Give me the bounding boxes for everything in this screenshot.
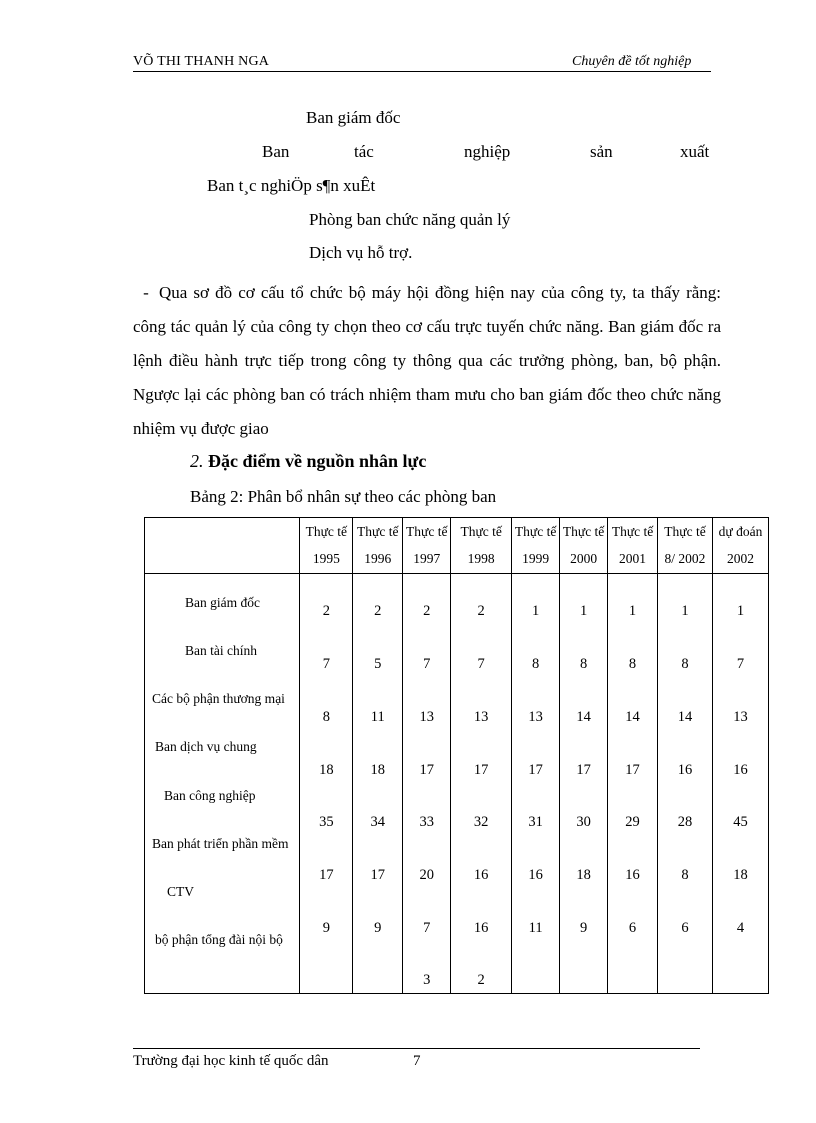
col-header-year: 1997 [413, 551, 441, 566]
col-header-year: 8/ 2002 [664, 551, 706, 566]
table-value: 9 [374, 920, 382, 936]
table-value: 1 [579, 603, 588, 619]
table-value: 1 [628, 603, 637, 619]
table-value: 31 [528, 814, 543, 830]
value-column [608, 574, 658, 994]
col-header [353, 518, 403, 574]
col-header-label: dự đoán [718, 524, 763, 539]
table-corner-cell [145, 518, 300, 574]
col-header-label: Thực tế [611, 524, 654, 539]
table-value: 8 [322, 709, 330, 725]
table-value: 8 [681, 867, 689, 883]
table-value: 8 [579, 656, 588, 672]
table-value: 28 [677, 814, 693, 830]
table-value: 2 [477, 603, 485, 619]
table-value: 30 [576, 814, 591, 830]
table-value: 7 [322, 656, 330, 672]
header-title: Chuyên đề tốt nghiệp [572, 54, 692, 69]
table-value: 14 [677, 709, 693, 725]
org-line-board: Ban giám đốc [306, 108, 401, 127]
col-header [658, 518, 713, 574]
col-header-year: 1996 [364, 551, 392, 566]
table-value: 7 [423, 920, 431, 936]
table-value: 1 [736, 603, 745, 619]
table-value: 17 [625, 762, 640, 778]
table-value: 13 [528, 709, 543, 725]
table-value: 34 [370, 814, 386, 830]
table-value: 16 [677, 762, 693, 778]
table-value: 45 [733, 814, 748, 830]
col-header [560, 518, 608, 574]
col-header-label: Thực tế [514, 524, 557, 539]
value-column [353, 574, 403, 994]
org-line-garbled: Ban t¸c nghiÖp s¶n xuÊt [207, 176, 376, 195]
col-header [403, 518, 451, 574]
table-value: 2 [322, 603, 330, 619]
table-value: 16 [625, 867, 640, 883]
row-label: Ban giám đốc [185, 595, 260, 610]
table-value: 7 [736, 656, 745, 672]
header-author: VÕ THI THANH NGA [133, 54, 270, 69]
table-value: 20 [419, 867, 434, 883]
value-column [451, 574, 512, 994]
table-value: 6 [681, 920, 689, 936]
section-number: 2. [190, 451, 204, 471]
table-value: 18 [733, 867, 748, 883]
table-value: 17 [528, 762, 543, 778]
col-header-label: Thực tế [664, 524, 706, 539]
table-value: 11 [370, 709, 385, 725]
table-value: 17 [576, 762, 591, 778]
table-value: 16 [733, 762, 748, 778]
table-value: 33 [419, 814, 434, 830]
table-value: 9 [322, 920, 330, 936]
org-line-support: Dịch vụ hỗ trợ. [309, 243, 413, 262]
table-value: 2 [374, 603, 382, 619]
table-value: 17 [473, 762, 489, 778]
col-header-label: Thực tế [460, 524, 502, 539]
table-value: 2 [477, 972, 485, 988]
col-header [608, 518, 658, 574]
table-value: 7 [477, 656, 485, 672]
table-value: 4 [736, 920, 745, 936]
paragraph-text: Qua sơ đồ cơ cấu tổ chức bộ máy hội đồng hiện nay của công ty, ta thấy rằng: công tác quản lý của công ty chọn theo cơ cấu trực tuyến chức năng. Ban giám đốc ra lệnh điều hành trực tiếp trong công ty thông qua các trưởng phòng, ban, bộ phận. Ngược lại các phòng ban có trách nhiệm tham mưu cho ban giám đốc theo chức năng nhiệm vụ được giao [133, 283, 721, 438]
table-value: 8 [681, 656, 689, 672]
section-heading [190, 451, 426, 472]
section-title: Đặc điểm về nguồn nhân lực [208, 451, 427, 471]
col-header-year: 1995 [312, 551, 340, 566]
table-value: 2 [423, 603, 431, 619]
col-header-year: 1999 [522, 551, 550, 566]
paragraph-dash: - [143, 283, 149, 302]
table-value: 17 [319, 867, 334, 883]
value-column [300, 574, 353, 994]
col-header-label: Thực tế [562, 524, 605, 539]
table-value: 13 [419, 709, 434, 725]
org-word-4: sản [590, 142, 613, 161]
table-value: 17 [370, 867, 386, 883]
table-value: 18 [370, 762, 386, 778]
col-header-year: 2001 [619, 551, 647, 566]
table-value: 14 [576, 709, 591, 725]
table-value: 7 [423, 656, 431, 672]
col-header-year: 1998 [467, 551, 495, 566]
footer-school: Trường đại học kinh tế quốc dân [133, 1053, 329, 1069]
header-rule [133, 71, 711, 72]
row-label: Các bộ phận thương mại [152, 691, 285, 706]
table-value: 29 [625, 814, 640, 830]
col-header-label: Thực tế [406, 524, 448, 539]
col-header-year: 2002 [726, 551, 754, 566]
table-value: 32 [473, 814, 489, 830]
table-value: 16 [528, 867, 543, 883]
table-value: 8 [628, 656, 637, 672]
footer-rule [133, 1048, 700, 1049]
row-label: Ban phát triển phần mềm [152, 836, 289, 851]
col-header-year: 2000 [570, 551, 598, 566]
table-value: 9 [579, 920, 588, 936]
row-label: Ban công nghiệp [164, 788, 256, 803]
org-line-functional: Phòng ban chức năng quản lý [309, 210, 511, 229]
col-header [300, 518, 353, 574]
table-value: 13 [473, 709, 489, 725]
value-column [712, 574, 768, 994]
value-column [658, 574, 713, 994]
table-value: 1 [532, 603, 540, 619]
col-header-label: Thực tế [305, 524, 348, 539]
value-column [560, 574, 608, 994]
table-value: 8 [532, 656, 540, 672]
table-value: 13 [733, 709, 748, 725]
table-value: 35 [319, 814, 334, 830]
staff-table [144, 517, 769, 994]
org-word-3: nghiệp [464, 142, 511, 161]
table-caption: Bảng 2: Phân bổ nhân sự theo các phòng ban [190, 487, 497, 506]
col-header-label: Thực tế [357, 524, 399, 539]
footer-page-number: 7 [413, 1053, 421, 1069]
row-label: Ban tài chính [185, 643, 257, 658]
row-label: CTV [167, 884, 194, 899]
org-word-1: Ban [262, 142, 290, 161]
table-value: 16 [473, 920, 489, 936]
table-value: 6 [628, 920, 637, 936]
table-value: 3 [423, 972, 431, 988]
row-labels-cell [145, 574, 300, 994]
table-value: 11 [528, 920, 543, 936]
table-value: 17 [419, 762, 434, 778]
value-column [403, 574, 451, 994]
col-header [712, 518, 768, 574]
body-paragraph [133, 276, 721, 446]
table-value: 1 [681, 603, 689, 619]
table-value: 16 [473, 867, 489, 883]
table-value: 14 [625, 709, 640, 725]
value-column [512, 574, 560, 994]
row-label: bộ phận tổng đài nội bộ [155, 932, 283, 947]
org-word-5: xuất [680, 142, 710, 161]
table-value: 18 [319, 762, 334, 778]
col-header [512, 518, 560, 574]
table-value: 5 [374, 656, 382, 672]
row-label: Ban dịch vụ chung [155, 739, 257, 754]
table-value: 18 [576, 867, 591, 883]
col-header [451, 518, 512, 574]
org-word-2: tác [354, 142, 374, 161]
